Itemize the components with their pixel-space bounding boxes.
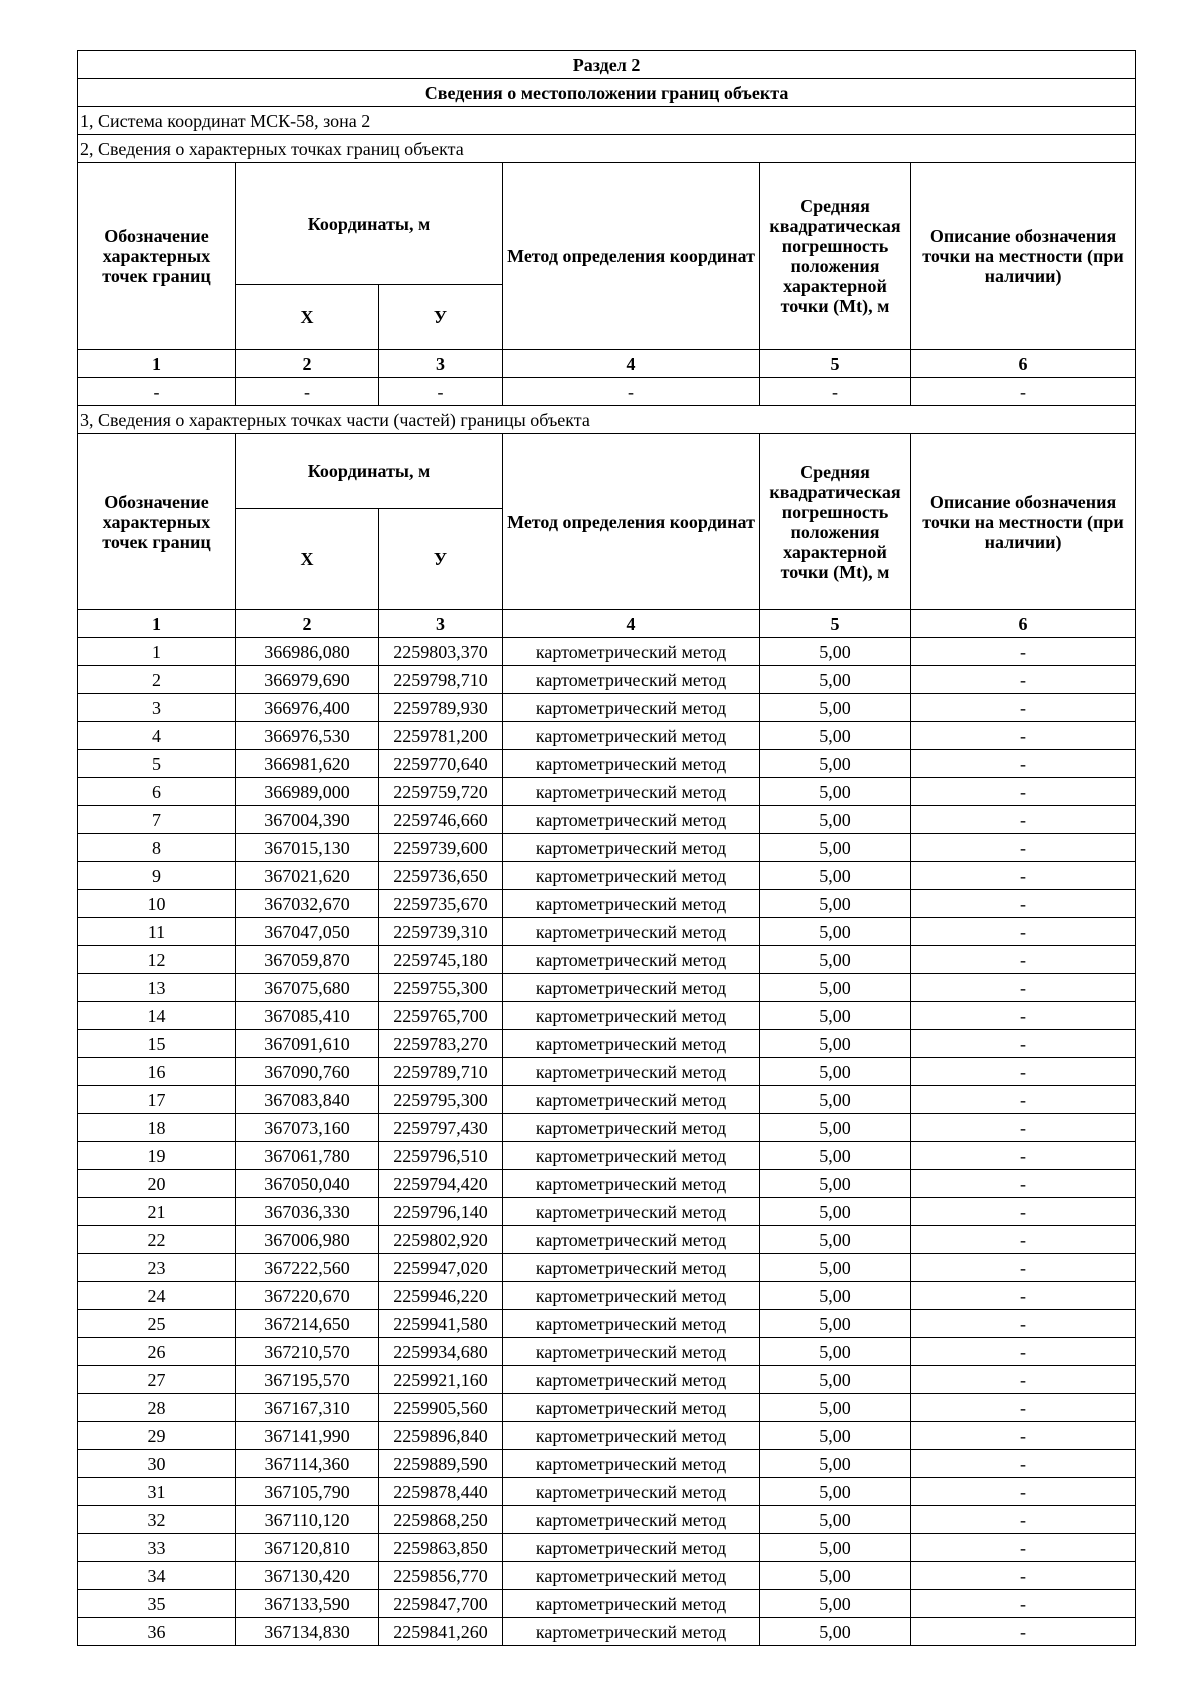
cell-y: 2259847,700 (379, 1590, 503, 1618)
cell-mt: 5,00 (760, 1450, 911, 1478)
cell-method: картометрический метод (503, 666, 760, 694)
cell-x: 367120,810 (236, 1534, 379, 1562)
cell-y: 2259878,440 (379, 1478, 503, 1506)
cell-mt: 5,00 (760, 1198, 911, 1226)
cell-mt: 5,00 (760, 1506, 911, 1534)
cell-mt: 5,00 (760, 1170, 911, 1198)
cell-mt: 5,00 (760, 1618, 911, 1646)
cell-point: 13 (78, 974, 236, 1002)
cell-y: 2259796,510 (379, 1142, 503, 1170)
cell-point: 6 (78, 778, 236, 806)
cell-x: 367059,870 (236, 946, 379, 974)
cell-point: 17 (78, 1086, 236, 1114)
cell-desc: - (911, 1198, 1136, 1226)
col-number: 1 (78, 350, 236, 378)
cell-mt: 5,00 (760, 1310, 911, 1338)
cell-desc: - (911, 1366, 1136, 1394)
cell-x: 366976,400 (236, 694, 379, 722)
col-number: 5 (760, 350, 911, 378)
cell-desc: - (911, 1394, 1136, 1422)
cell-y: 2259798,710 (379, 666, 503, 694)
cell-desc: - (911, 378, 1136, 406)
cell-x: 367090,760 (236, 1058, 379, 1086)
part3-col-numbers (78, 610, 1136, 638)
cell-point: 26 (78, 1338, 236, 1366)
header-accuracy: Средняя квадратическая погрешность положения характерной точки (Mt), м (760, 163, 911, 350)
cell-x: 367141,990 (236, 1422, 379, 1450)
header-method: Метод определения координат (503, 163, 760, 350)
cell-point: 9 (78, 862, 236, 890)
cell-desc: - (911, 1338, 1136, 1366)
cell-method: картометрический метод (503, 834, 760, 862)
cell-y: 2259781,200 (379, 722, 503, 750)
cell-desc: - (911, 1170, 1136, 1198)
cell-x: 367210,570 (236, 1338, 379, 1366)
table-row (78, 806, 1136, 834)
cell-method: картометрический метод (503, 890, 760, 918)
cell-mt: 5,00 (760, 1562, 911, 1590)
cell-x: 367195,570 (236, 1366, 379, 1394)
header-x: Х (236, 285, 379, 350)
cell-mt: 5,00 (760, 834, 911, 862)
cell-method: картометрический метод (503, 694, 760, 722)
cell-x: 367073,160 (236, 1114, 379, 1142)
cell-desc: - (911, 918, 1136, 946)
cell-y: 2259755,300 (379, 974, 503, 1002)
cell-method: картометрический метод (503, 1478, 760, 1506)
cell-x: 367220,670 (236, 1282, 379, 1310)
cell-x: 367133,590 (236, 1590, 379, 1618)
col-number: 5 (760, 610, 911, 638)
cell-y: 2259841,260 (379, 1618, 503, 1646)
cell-x: 367091,610 (236, 1030, 379, 1058)
cell-x: 366986,080 (236, 638, 379, 666)
cell-method: картометрический метод (503, 638, 760, 666)
cell-method: картометрический метод (503, 1086, 760, 1114)
cell-desc: - (911, 1142, 1136, 1170)
header-description: Описание обозначения точки на местности (при наличии) (911, 163, 1136, 350)
header-method: Метод определения координат (503, 434, 760, 610)
table-row (78, 750, 1136, 778)
cell-x: 366976,530 (236, 722, 379, 750)
cell-desc: - (911, 1002, 1136, 1030)
cell-method: картометрический метод (503, 750, 760, 778)
cell-desc: - (911, 638, 1136, 666)
cell-method: картометрический метод (503, 1534, 760, 1562)
table-row (78, 1198, 1136, 1226)
cell-method: картометрический метод (503, 1366, 760, 1394)
cell-point: 10 (78, 890, 236, 918)
cell-method: картометрический метод (503, 946, 760, 974)
cell-mt: 5,00 (760, 1226, 911, 1254)
cell-mt: 5,00 (760, 1030, 911, 1058)
cell-desc: - (911, 694, 1136, 722)
cell-x: 366989,000 (236, 778, 379, 806)
cell-method: картометрический метод (503, 1170, 760, 1198)
table-row (78, 1590, 1136, 1618)
table-row (78, 1002, 1136, 1030)
cell-y: 2259921,160 (379, 1366, 503, 1394)
cell-y: 2259803,370 (379, 638, 503, 666)
cell-desc: - (911, 834, 1136, 862)
cell-desc: - (911, 750, 1136, 778)
cell-mt: 5,00 (760, 750, 911, 778)
cell-mt: 5,00 (760, 1338, 911, 1366)
cell-method: картометрический метод (503, 1226, 760, 1254)
cell-desc: - (911, 1590, 1136, 1618)
cell-x: 367061,780 (236, 1142, 379, 1170)
cell-desc: - (911, 778, 1136, 806)
cell-method: картометрический метод (503, 1254, 760, 1282)
table-row (78, 1422, 1136, 1450)
cell-y: 2259856,770 (379, 1562, 503, 1590)
cell-x: 367114,360 (236, 1450, 379, 1478)
cell-x: 367130,420 (236, 1562, 379, 1590)
cell-mt: 5,00 (760, 666, 911, 694)
cell-y: - (379, 378, 503, 406)
cell-desc: - (911, 1254, 1136, 1282)
header-description: Описание обозначения точки на местности (при наличии) (911, 434, 1136, 610)
table-row (78, 946, 1136, 974)
cell-x: - (236, 378, 379, 406)
cell-method: картометрический метод (503, 1338, 760, 1366)
cell-y: 2259934,680 (379, 1338, 503, 1366)
part2-title: 2, Сведения о характерных точках границ объекта (78, 135, 1136, 163)
cell-desc: - (911, 1450, 1136, 1478)
header-accuracy: Средняя квадратическая погрешность положения характерной точки (Mt), м (760, 434, 911, 610)
header-y: У (379, 509, 503, 610)
cell-point: 36 (78, 1618, 236, 1646)
cell-mt: 5,00 (760, 918, 911, 946)
cell-y: 2259795,300 (379, 1086, 503, 1114)
cell-method: картометрический метод (503, 974, 760, 1002)
cell-mt: 5,00 (760, 1534, 911, 1562)
cell-point: 12 (78, 946, 236, 974)
table-row (78, 1478, 1136, 1506)
cell-point: 24 (78, 1282, 236, 1310)
cell-point: 21 (78, 1198, 236, 1226)
cell-mt: 5,00 (760, 1002, 911, 1030)
table-row (78, 1254, 1136, 1282)
cell-method: картометрический метод (503, 1506, 760, 1534)
cell-point: 5 (78, 750, 236, 778)
cell-point: 22 (78, 1226, 236, 1254)
cell-y: 2259796,140 (379, 1198, 503, 1226)
cell-x: 367050,040 (236, 1170, 379, 1198)
cell-point: 7 (78, 806, 236, 834)
cell-x: 367134,830 (236, 1618, 379, 1646)
cell-x: 367075,680 (236, 974, 379, 1002)
cell-point: 19 (78, 1142, 236, 1170)
cell-y: 2259770,640 (379, 750, 503, 778)
table-row (78, 1338, 1136, 1366)
cell-method: картометрический метод (503, 1450, 760, 1478)
table-row (78, 1506, 1136, 1534)
cell-point: 33 (78, 1534, 236, 1562)
cell-desc: - (911, 722, 1136, 750)
part2-col-numbers (78, 350, 1136, 378)
table-row (78, 1534, 1136, 1562)
cell-mt: 5,00 (760, 1394, 911, 1422)
table-row (78, 638, 1136, 666)
table-row (78, 1170, 1136, 1198)
col-number: 6 (911, 350, 1136, 378)
cell-mt: 5,00 (760, 1058, 911, 1086)
cell-point: 29 (78, 1422, 236, 1450)
cell-x: 367083,840 (236, 1086, 379, 1114)
cell-method: картометрический метод (503, 1618, 760, 1646)
cell-x: 367047,050 (236, 918, 379, 946)
cell-mt: 5,00 (760, 1114, 911, 1142)
table-row (78, 778, 1136, 806)
cell-x: 367036,330 (236, 1198, 379, 1226)
cell-mt: 5,00 (760, 1254, 911, 1282)
cell-y: 2259863,850 (379, 1534, 503, 1562)
table-row (78, 722, 1136, 750)
cell-y: 2259941,580 (379, 1310, 503, 1338)
cell-y: 2259889,590 (379, 1450, 503, 1478)
cell-method: картометрический метод (503, 1058, 760, 1086)
col-number: 6 (911, 610, 1136, 638)
cell-x: 367110,120 (236, 1506, 379, 1534)
cell-mt: 5,00 (760, 806, 911, 834)
cell-point: 27 (78, 1366, 236, 1394)
col-number: 4 (503, 610, 760, 638)
cell-desc: - (911, 1422, 1136, 1450)
table-row (78, 694, 1136, 722)
cell-desc: - (911, 1282, 1136, 1310)
cell-method: картометрический метод (503, 1282, 760, 1310)
table-row (78, 1562, 1136, 1590)
cell-y: 2259802,920 (379, 1226, 503, 1254)
cell-point: 35 (78, 1590, 236, 1618)
table-row (78, 1618, 1136, 1646)
cell-point: 1 (78, 638, 236, 666)
cell-desc: - (911, 1506, 1136, 1534)
cell-point: 28 (78, 1394, 236, 1422)
cell-method: картометрический метод (503, 1590, 760, 1618)
cell-mt: 5,00 (760, 974, 911, 1002)
cell-desc: - (911, 1478, 1136, 1506)
cell-point: - (78, 378, 236, 406)
table-row (78, 862, 1136, 890)
cell-desc: - (911, 1534, 1136, 1562)
cell-method: картометрический метод (503, 862, 760, 890)
table-row (78, 1086, 1136, 1114)
cell-method: картометрический метод (503, 1422, 760, 1450)
cell-y: 2259794,420 (379, 1170, 503, 1198)
cell-point: 20 (78, 1170, 236, 1198)
col-number: 2 (236, 350, 379, 378)
cell-method: картометрический метод (503, 1142, 760, 1170)
cell-point: 3 (78, 694, 236, 722)
cell-mt: 5,00 (760, 694, 911, 722)
cell-point: 16 (78, 1058, 236, 1086)
cell-mt: 5,00 (760, 638, 911, 666)
cell-method: картометрический метод (503, 778, 760, 806)
cell-y: 2259783,270 (379, 1030, 503, 1058)
cell-y: 2259896,840 (379, 1422, 503, 1450)
cell-point: 23 (78, 1254, 236, 1282)
cell-x: 367222,560 (236, 1254, 379, 1282)
coordinates-document-table (77, 50, 1136, 1646)
cell-x: 366981,620 (236, 750, 379, 778)
cell-y: 2259759,720 (379, 778, 503, 806)
cell-x: 367006,980 (236, 1226, 379, 1254)
cell-point: 11 (78, 918, 236, 946)
header-point: Обозначение характерных точек границ (78, 434, 236, 610)
table-row (78, 1366, 1136, 1394)
part3-data-rows (78, 638, 1136, 1646)
section-title: Раздел 2 (78, 51, 1136, 79)
cell-point: 34 (78, 1562, 236, 1590)
part3-title: 3, Сведения о характерных точках части (частей) границы объекта (78, 406, 1136, 434)
header-x: Х (236, 509, 379, 610)
header-coords: Координаты, м (236, 434, 503, 509)
col-number: 3 (379, 350, 503, 378)
cell-desc: - (911, 946, 1136, 974)
cell-method: картометрический метод (503, 1002, 760, 1030)
cell-desc: - (911, 1030, 1136, 1058)
table-row (78, 1058, 1136, 1086)
cell-x: 367021,620 (236, 862, 379, 890)
table-row (78, 834, 1136, 862)
cell-mt: 5,00 (760, 1282, 911, 1310)
cell-method: картометрический метод (503, 1198, 760, 1226)
cell-x: 367085,410 (236, 1002, 379, 1030)
header-y: У (379, 285, 503, 350)
cell-mt: 5,00 (760, 1366, 911, 1394)
table-row (78, 1394, 1136, 1422)
cell-y: 2259739,310 (379, 918, 503, 946)
table-row (78, 1450, 1136, 1478)
cell-method: картометрический метод (503, 806, 760, 834)
cell-method: - (503, 378, 760, 406)
cell-mt: 5,00 (760, 1478, 911, 1506)
cell-y: 2259947,020 (379, 1254, 503, 1282)
cell-point: 15 (78, 1030, 236, 1058)
cell-point: 31 (78, 1478, 236, 1506)
cell-y: 2259868,250 (379, 1506, 503, 1534)
table-row (78, 1030, 1136, 1058)
cell-x: 367167,310 (236, 1394, 379, 1422)
cell-desc: - (911, 890, 1136, 918)
cell-y: 2259736,650 (379, 862, 503, 890)
table-row (78, 918, 1136, 946)
cell-y: 2259789,930 (379, 694, 503, 722)
cell-y: 2259946,220 (379, 1282, 503, 1310)
cell-point: 2 (78, 666, 236, 694)
section-subtitle: Сведения о местоположении границ объекта (78, 79, 1136, 107)
cell-point: 4 (78, 722, 236, 750)
cell-desc: - (911, 806, 1136, 834)
header-coords: Координаты, м (236, 163, 503, 285)
cell-desc: - (911, 1618, 1136, 1646)
cell-y: 2259745,180 (379, 946, 503, 974)
cell-desc: - (911, 974, 1136, 1002)
part2-empty-row (78, 378, 1136, 406)
cell-y: 2259735,670 (379, 890, 503, 918)
cell-mt: 5,00 (760, 778, 911, 806)
cell-mt: 5,00 (760, 722, 911, 750)
cell-x: 367004,390 (236, 806, 379, 834)
cell-method: картометрический метод (503, 918, 760, 946)
cell-x: 367105,790 (236, 1478, 379, 1506)
cell-point: 8 (78, 834, 236, 862)
col-number: 3 (379, 610, 503, 638)
cell-y: 2259789,710 (379, 1058, 503, 1086)
table-row (78, 1142, 1136, 1170)
table-row (78, 974, 1136, 1002)
cell-mt: 5,00 (760, 1086, 911, 1114)
cell-y: 2259746,660 (379, 806, 503, 834)
cell-desc: - (911, 1310, 1136, 1338)
cell-desc: - (911, 1562, 1136, 1590)
cell-mt: 5,00 (760, 890, 911, 918)
table-row (78, 1226, 1136, 1254)
table-row (78, 1310, 1136, 1338)
cell-desc: - (911, 1114, 1136, 1142)
cell-mt: 5,00 (760, 1142, 911, 1170)
cell-mt: 5,00 (760, 1422, 911, 1450)
col-number: 2 (236, 610, 379, 638)
cell-point: 30 (78, 1450, 236, 1478)
cell-x: 367214,650 (236, 1310, 379, 1338)
cell-method: картометрический метод (503, 722, 760, 750)
cell-method: картометрический метод (503, 1114, 760, 1142)
cell-point: 32 (78, 1506, 236, 1534)
header-point: Обозначение характерных точек границ (78, 163, 236, 350)
cell-x: 367015,130 (236, 834, 379, 862)
cell-desc: - (911, 1058, 1136, 1086)
table-row (78, 666, 1136, 694)
cell-method: картометрический метод (503, 1394, 760, 1422)
cell-y: 2259905,560 (379, 1394, 503, 1422)
coord-system-line: 1, Система координат МСК-58, зона 2 (78, 107, 1136, 135)
cell-x: 366979,690 (236, 666, 379, 694)
table-row (78, 1114, 1136, 1142)
cell-y: 2259739,600 (379, 834, 503, 862)
cell-point: 18 (78, 1114, 236, 1142)
col-number: 4 (503, 350, 760, 378)
cell-desc: - (911, 1086, 1136, 1114)
cell-x: 367032,670 (236, 890, 379, 918)
cell-method: картометрический метод (503, 1562, 760, 1590)
cell-method: картометрический метод (503, 1030, 760, 1058)
cell-method: картометрический метод (503, 1310, 760, 1338)
cell-point: 25 (78, 1310, 236, 1338)
cell-mt: 5,00 (760, 862, 911, 890)
table-row (78, 1282, 1136, 1310)
cell-point: 14 (78, 1002, 236, 1030)
table-row (78, 890, 1136, 918)
cell-desc: - (911, 862, 1136, 890)
cell-mt: - (760, 378, 911, 406)
cell-y: 2259765,700 (379, 1002, 503, 1030)
cell-desc: - (911, 666, 1136, 694)
col-number: 1 (78, 610, 236, 638)
cell-mt: 5,00 (760, 1590, 911, 1618)
cell-desc: - (911, 1226, 1136, 1254)
cell-mt: 5,00 (760, 946, 911, 974)
cell-y: 2259797,430 (379, 1114, 503, 1142)
